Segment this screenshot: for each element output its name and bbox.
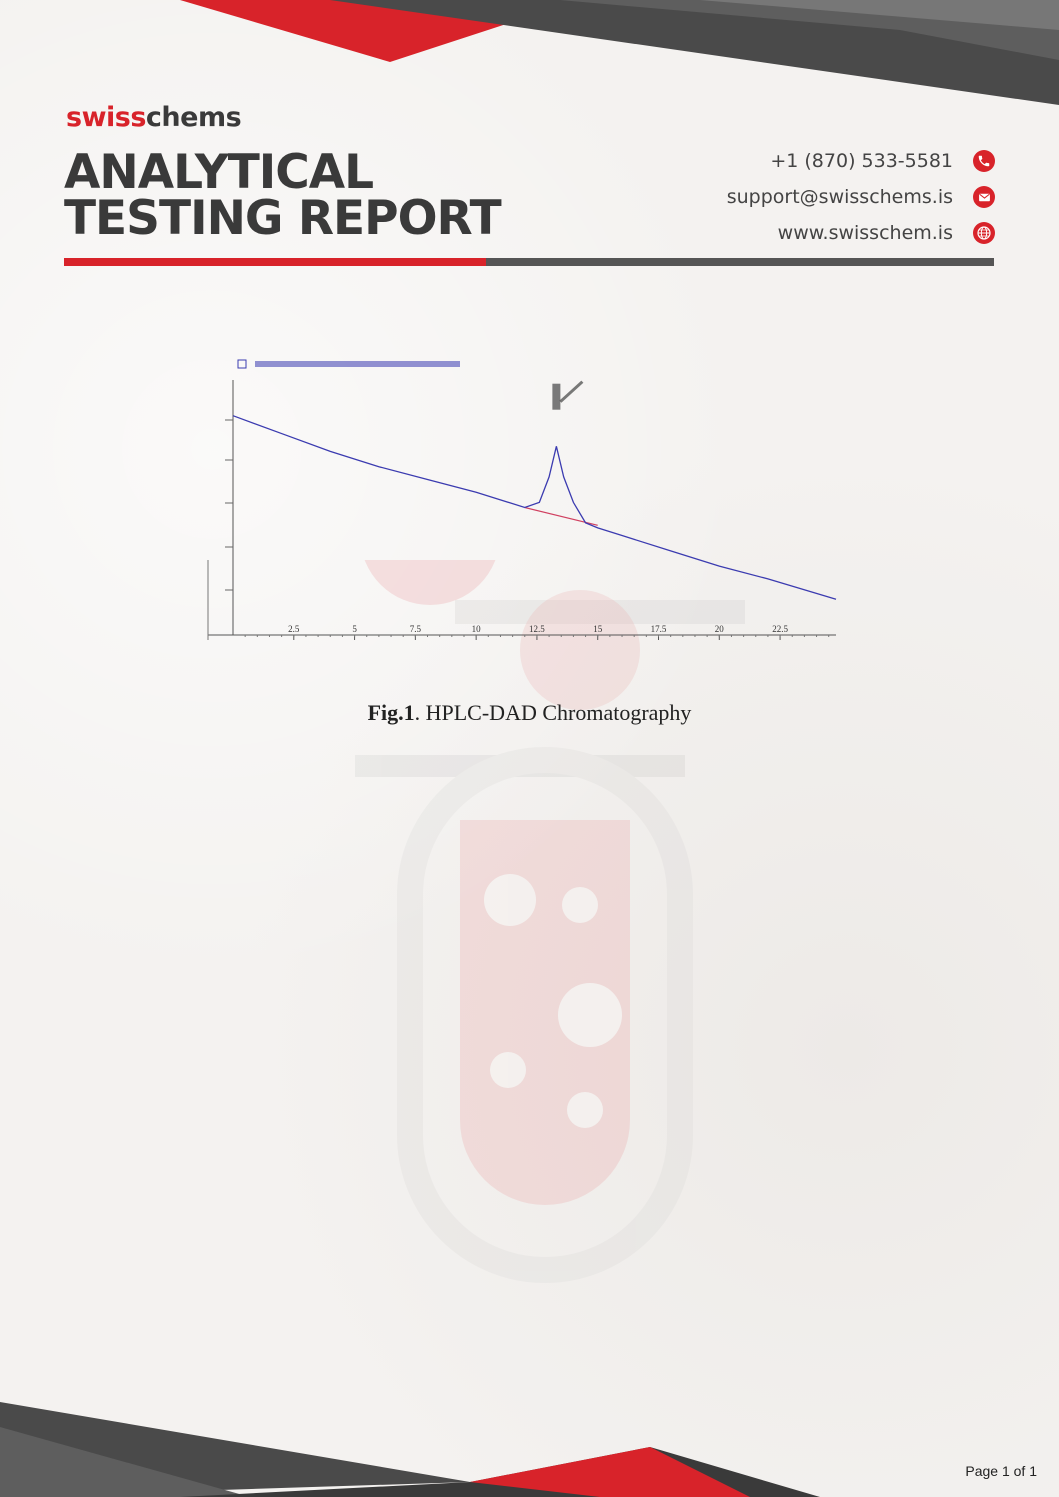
contact-website[interactable] bbox=[727, 215, 995, 251]
y-tick-marks bbox=[225, 420, 233, 590]
x-tick-label-5: 15 bbox=[593, 624, 603, 634]
x-tick-label-1: 5 bbox=[352, 624, 357, 634]
test-tube-watermark bbox=[330, 560, 750, 1290]
x-tick-label-8: 22.5 bbox=[772, 624, 788, 634]
hplc-chromatogram bbox=[200, 350, 850, 650]
peak-label bbox=[552, 382, 582, 410]
mail-icon bbox=[973, 186, 995, 208]
figure-caption bbox=[0, 700, 1059, 726]
x-tick-label-3: 10 bbox=[471, 624, 481, 634]
peak-annotation bbox=[560, 382, 582, 402]
chromatogram-trace bbox=[233, 416, 836, 600]
header-rule-red bbox=[64, 258, 486, 266]
x-tick-label-7: 20 bbox=[714, 624, 724, 634]
x-tick-label-0: 2.5 bbox=[288, 624, 300, 634]
page-number: Page 1 of 1 bbox=[965, 1463, 1037, 1479]
x-ticks bbox=[245, 624, 829, 640]
bottom-decoration bbox=[0, 1397, 1059, 1497]
peak-marker bbox=[552, 384, 560, 410]
title-line-1: ANALYTICAL bbox=[64, 145, 374, 200]
figure-caption-text: . HPLC-DAD Chromatography bbox=[414, 700, 692, 725]
x-tick-label-4: 12.5 bbox=[529, 624, 545, 634]
contact-phone[interactable] bbox=[727, 143, 995, 179]
brand-logo: swisschems bbox=[66, 102, 242, 133]
contact-email[interactable] bbox=[727, 179, 995, 215]
contact-list bbox=[727, 143, 995, 251]
x-tick-label-2: 7.5 bbox=[409, 624, 421, 634]
report-title bbox=[64, 145, 501, 246]
email-address[interactable]: support@swisschems.is bbox=[726, 186, 953, 208]
header-rule-dark bbox=[486, 258, 994, 266]
website-url[interactable]: www.swisschem.is bbox=[777, 222, 953, 244]
globe-icon bbox=[973, 222, 995, 244]
x-tick-label-6: 17.5 bbox=[650, 624, 667, 634]
figure-label: Fig.1 bbox=[367, 700, 415, 725]
phone-icon bbox=[973, 150, 995, 172]
chart-legend bbox=[238, 360, 460, 368]
phone-number[interactable]: +1 (870) 533-5581 bbox=[770, 150, 953, 172]
title-line-2: TESTING REPORT bbox=[64, 191, 501, 246]
top-decoration bbox=[0, 0, 1059, 110]
